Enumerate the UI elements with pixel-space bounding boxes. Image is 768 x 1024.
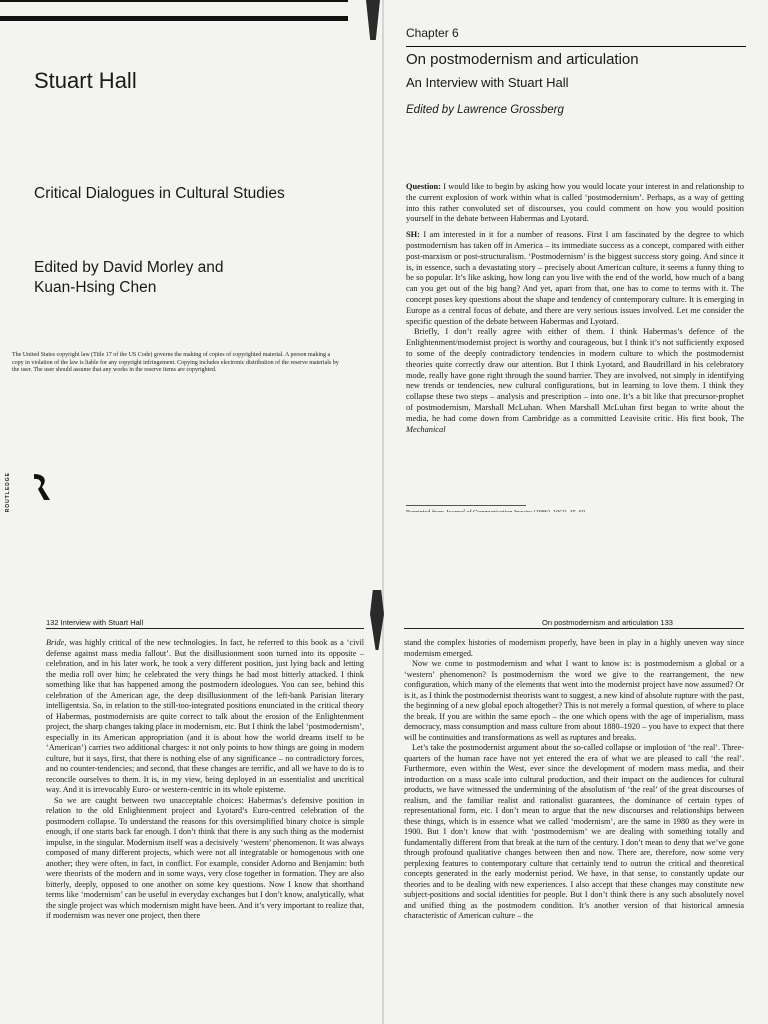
chapter-title: On postmodernism and articulation xyxy=(406,51,639,68)
question-text: I would like to begin by asking how you would locate your interest in and relationship to the current explosion of work within what is called ‘postmodernism’. Perhaps, as a way of getting into this rather convoluted set of discourses, you could comment on how you would position yourself in the debate between Habermas and Lyotard. xyxy=(406,182,745,224)
page-133 xyxy=(384,512,768,1024)
italic-title-continued: Bride, xyxy=(46,638,67,647)
body-paragraph xyxy=(406,327,744,435)
chapter-opening-page xyxy=(384,0,768,512)
body-paragraph: stand the complex histories of modernism properly, have been in play in a highly uneven way since modernism emerged. xyxy=(404,638,744,658)
title-page-rule xyxy=(0,0,348,30)
body-paragraph-text: Briefly, I don’t really agree with either of them. I think Habermas’s defence of the Enlightenment/modernist project is worthy and courageous, but I think it’s not sufficiently exposed to some of the deeply contradictory tendencies in modern culture to which the postmodernist theories quite correctly draw our attention. But I think Lyotard, and Baudrillard in his celebratory mode, really have gone right through the sound barrier. They are involved, not simply in identifying new trends or tendencies, new cultural configurations, but in learning to love them. I think they collapse these two steps – analysis and prescription – into one. It’s a bit like that precursor-prophet of postmodernism, Marshall McLuhan. When Marshall McLuhan first began to write about the media, he had come down from Cambridge as a committed Leavisite critic. His first book, The xyxy=(406,327,744,423)
chapter-body xyxy=(406,182,744,435)
running-head-rule xyxy=(404,628,744,629)
running-head-132: 132 Interview with Stuart Hall xyxy=(46,618,144,627)
page-132 xyxy=(0,512,384,1024)
question-paragraph xyxy=(406,182,744,225)
book-editors xyxy=(34,258,224,298)
italic-title: Mechanical xyxy=(406,424,446,434)
sh-label: SH: xyxy=(406,230,420,240)
book-author: Stuart Hall xyxy=(34,68,137,93)
chapter-label: Chapter 6 xyxy=(406,26,459,40)
body-paragraph: Let’s take the postmodernist argument about the so-called collapse or implosion of ‘the real’. Three-quarters of the human race have not yet entered the era of what we are pleased to call ‘the real’. Furthermore, even within the West, ever since the development of modern mass media, and their introduction on a mass scale into cultural production, and their impact on the audiences for cultural products, we have witnessed the undermining of the absolutism of ‘the real’ of the great discourses of realism, and the familiar realist and rationalist guarantees, the dominance of certain types of representational form, etc. I don’t mean to argue that the new discourses and relationships between these things, which is in essence what we called ‘modernism’, are the same in 1980 as they were in 1900. But I don’t know that with ‘postmodernism’ we are dealing with something totally and fundamentally different from that break at the turn of the century. I don’t mean to deny that we’ve gone through profound qualitative changes between then and now. There are, therefore, now some very perplexing features to contemporary culture that certainly tend to outrun the critical and theoretical concepts generated in the early modernist period. We have, in that sense, to constantly update our theories and to be dealing with new experiences. I also accept that these changes may constitute new subject-positions and social identities for people. But I don’t think there is any such absolutely novel and unified thing as the postmodern condition. It’s another version of that historical amnesia characteristic of American culture – the xyxy=(404,743,744,920)
body-paragraph: Now we come to postmodernism and what I want to know is: is postmodernism a global or a ‘western’ phenomenon? Is postmodernism the word we give to the rearrangement, the new configuration, which many of the elements that went into the modernist project have now assumed? Or is it, as I think the postmodernist theorists want to suggest, a new kind of absolute rupture with the past, the beginning of a new global epoch altogether? This is not merely a formal question, of where to place the break. If you are within the same epoch – the one which opens with the age of imperialism, mass democracy, mass consumption and mass culture from about 1880–1920 – you have to expect that there will be continuities and transformations as well as ruptures and breaks. xyxy=(404,659,744,742)
page-132-body xyxy=(46,638,364,922)
running-head-rule xyxy=(46,628,364,629)
copyright-notice: The United States copyright law (Title 17 of the US Code) governs the making of copies of copyrighted material. A person making a copy in violation of the law is liable for any copyright infringement. Copying includes electronic distribution of the reserve materials by the user. The user should assume that any works in the reserve items are copyrighted. xyxy=(12,352,339,373)
chapter-rule xyxy=(406,46,746,47)
publisher-logo-icon xyxy=(20,470,60,510)
publisher-name: ROUTLEDGE xyxy=(5,472,11,513)
chapter-editor: Edited by Lawrence Grossberg xyxy=(406,104,564,116)
book-gutter-shadow xyxy=(382,0,384,1024)
body-paragraph xyxy=(46,638,364,796)
question-label: Question: xyxy=(406,182,441,191)
page-133-body xyxy=(404,638,744,922)
footnote-rule xyxy=(406,505,526,506)
chapter-subtitle: An Interview with Stuart Hall xyxy=(406,75,569,90)
body-paragraph-text: was highly critical of the new technologies. In fact, he referred to this book as a ‘civil defense against mass media fallout’. But the disillusionment soon turned into its opposite – celebration, and in his later work, he took a very different position, just lying back and letting the media roll over him; he celebrated the very things he had most bitterly attacked. I think something like that has happened among the postmodern ideologues. You can see, behind this celebration of the American age, the deep disillusionment of the left-bank Parisian literary intelligentsia. So, in relation to the still-too-integrated positions enunciated in the critical theory of Habermas, postmodernists are quite correct to talk about the erosion of the Enlightenment project, the sharp changes taking place in modernism, etc. But I think the label ‘postmodernism’, especially in its American appropriation (and it is about how the world dreams itself to be ‘American’) carries two additional charges: it not only points to how things are going in modern culture, but it says, first, that there is nothing else of any significance – no contradictory forces, and no counter-tendencies; and second, that these changes are terrific, and all we have to do is to reconcile ourselves to them. It is, in my view, being deployed in an essentialist and uncritical way. And it is irrevocably Euro- or western-centric in its whole episteme. xyxy=(46,638,364,794)
answer-text: I am interested in it for a number of reasons. First I am fascinated by the degree to which postmodernism has taken off in America – its immediate success as a concept, compared with either post-marxism or post-structuralism. ‘Postmodernism’ is the biggest success story going. And since it is, in essence, such a devastating story – precisely about American culture, it seems a funny thing to be so popular. It’s like asking, how long can you live with the end of the world, how much of a bang can you get out of the big bang? And yet, apart from that, one has to come to terms with it. The concept poses key questions about the shape and tendency of contemporary culture. It is emerging in Europe as a central focus of debate, and there are very serious issues involved. Let me consider the specific question of the debate between Habermas and Lyotard. xyxy=(406,230,744,326)
editors-line-1: Edited by David Morley and xyxy=(34,259,224,276)
editors-line-2: Kuan-Hsing Chen xyxy=(34,279,157,296)
running-head-133: On postmodernism and articulation 133 xyxy=(542,618,673,627)
body-paragraph: So we are caught between two unacceptable choices: Habermas’s defensive position in relation to the old Enlightenment project and Lyotard’s Euro-centred celebration of the postmodern collapse. To understand the reasons for this oversimplified binary choice is simple enough, if one starts back far enough. I don’t think that there is any such thing as the modernist impulse, in the singular. Modernism itself was a decisively ‘western’ phenomenon. It was always composed of many different projects, which were not all integratable or homogenous with one another; they were often, in fact, in conflict. For example, consider Adorno and Benjamin: both were theorists of the modern and in some ways, very close together in formation. They are also bitterly, deeply, opposed to one another on some key questions. Now I know that shorthand terms like ‘modernism’ can be useful in everyday exchanges but I don’t know, analytically, what the single project was which modernism might have been. And it’s very important to realize that, if modernism was never one project, then there xyxy=(46,795,364,920)
title-page xyxy=(0,0,384,512)
series-title: Critical Dialogues in Cultural Studies xyxy=(34,185,285,202)
answer-paragraph xyxy=(406,230,744,327)
